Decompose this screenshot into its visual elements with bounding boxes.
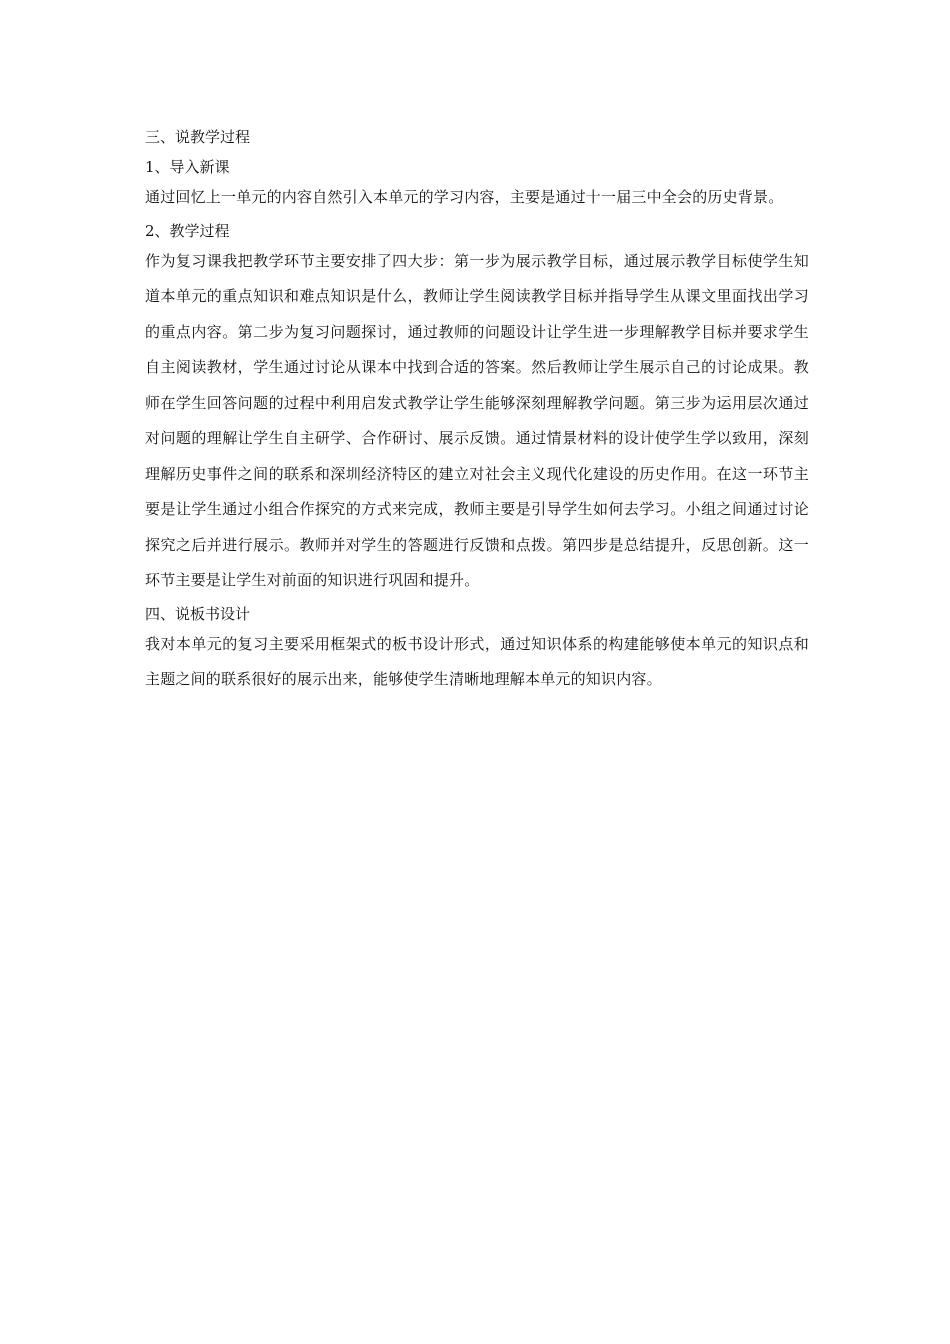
paragraph-board-design: 我对本单元的复习主要采用框架式的板书设计形式，通过知识体系的构建能够使本单元的知识点和主题之间的联系很好的展示出来，能够使学生清晰地理解本单元的知识内容。 [145, 634, 809, 688]
section-heading-board-design: 四、说板书设计 [145, 604, 251, 623]
document-page [145, 122, 809, 698]
subheading-teaching-process: 2、教学过程 [145, 221, 230, 240]
subheading-lesson-introduction: 1、导入新课 [145, 158, 230, 176]
paragraph-teaching-process: 作为复习课我把教学环节主要安排了四大步：第一步为展示教学目标，通过展示教学目标使学生知道本单元的重点知识和难点知识是什么，教师让学生阅读教学目标并指导学生从课文里面找出学习的重点内容。第二步为复习问题探讨，通过教师的问题设计让学生进一步理解教学目标并要求学生自主阅读教材，学生通过讨论从课本中找到合适的答案。然后教师让学生展示自己的讨论成果。教师在学生回答问题的过程中利用启发式教学让学生能够深刻理解教学问题。第三步为运用层次通过对问题的理解让学生自主研学、合作研讨、展示反馈。通过情景材料的设计使学生学以致用，深刻理解历史事件之间的联系和深圳经济特区的建立对社会主义现代化建设的历史作用。在这一环节主要是让学生通过小组合作探究的方式来完成，教师主要是引导学生如何去学习。小组之间通过讨论探究之后并进行展示。教师并对学生的答题进行反馈和点拨。第四步是总结提升，反思创新。这一环节主要是让学生对前面的知识进行巩固和提升。 [145, 251, 809, 589]
section-heading-teaching-process: 三、说教学过程 [145, 128, 251, 146]
paragraph-lesson-introduction: 通过回忆上一单元的内容自然引入本单元的学习内容，主要是通过十一届三中全会的历史背景。 [145, 188, 784, 206]
